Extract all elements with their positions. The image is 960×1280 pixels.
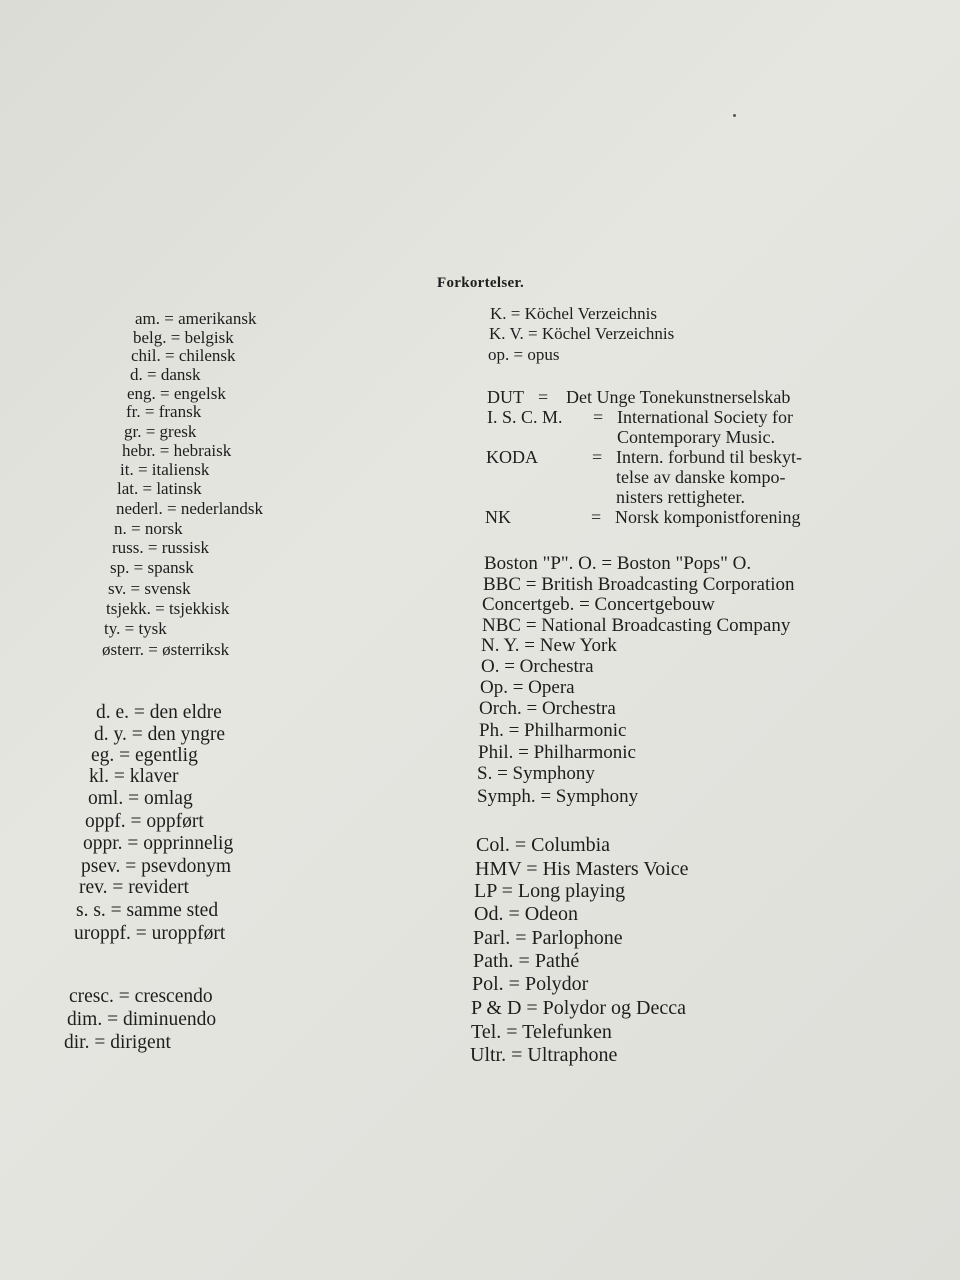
list-item: d. = dansk	[130, 365, 201, 384]
org-desc-continued: Contemporary Music.	[617, 427, 775, 447]
list-item: cresc. = crescendo	[69, 986, 213, 1007]
org-desc: International Society for	[617, 407, 793, 427]
list-item: Ph. = Philharmonic	[479, 720, 627, 741]
org-eq: =	[591, 507, 602, 527]
list-item: O. = Orchestra	[481, 656, 594, 677]
list-item: s. s. = samme sted	[76, 900, 219, 921]
org-abbr: KODA	[486, 447, 538, 467]
list-item: Path. = Pathé	[473, 950, 580, 972]
list-item: n. = norsk	[114, 519, 183, 538]
list-item: P & D = Polydor og Decca	[471, 997, 686, 1019]
list-item: d. e. = den eldre	[96, 702, 222, 723]
org-eq: =	[592, 447, 603, 467]
list-item: kl. = klaver	[89, 766, 179, 787]
list-item: BBC = British Broadcasting Corporation	[483, 574, 795, 595]
list-item: østerr. = østerriksk	[102, 640, 230, 659]
list-item: sp. = spansk	[110, 558, 194, 577]
list-item: Od. = Odeon	[474, 903, 579, 925]
list-item: d. y. = den yngre	[94, 724, 226, 745]
org-desc-continued: nisters rettigheter.	[616, 487, 745, 507]
list-item: ty. = tysk	[104, 619, 167, 638]
list-item: dir. = dirigent	[64, 1032, 171, 1053]
org-abbr: I. S. C. M.	[487, 407, 563, 427]
list-item: oppr. = opprinnelig	[83, 833, 234, 854]
list-item: Phil. = Philharmonic	[478, 742, 636, 763]
list-item: NBC = National Broadcasting Company	[482, 615, 791, 636]
list-item: russ. = russisk	[112, 538, 209, 557]
list-item: eng. = engelsk	[127, 384, 226, 403]
list-item: Tel. = Telefunken	[471, 1021, 612, 1043]
list-item: oml. = omlag	[88, 788, 193, 809]
list-item: psev. = psevdonym	[81, 856, 232, 877]
list-item: N. Y. = New York	[481, 635, 617, 656]
list-item: sv. = svensk	[108, 579, 191, 598]
paper-speck	[733, 114, 736, 117]
page-title: Forkortelser.	[437, 275, 525, 291]
org-desc-continued: telse av danske kompo-	[616, 467, 786, 487]
org-desc: Det Unge Tonekunstnerselskab	[566, 387, 791, 407]
org-desc: Intern. forbund til beskyt-	[616, 447, 802, 467]
org-eq: =	[538, 387, 549, 407]
list-item: LP = Long playing	[474, 880, 626, 902]
list-item: Boston "P". O. = Boston "Pops" O.	[484, 553, 752, 574]
list-item: uroppf. = uroppført	[74, 923, 226, 944]
list-item: eg. = egentlig	[91, 745, 198, 766]
org-eq: =	[593, 407, 604, 427]
list-item: gr. = gresk	[124, 422, 197, 441]
list-item: HMV = His Masters Voice	[475, 858, 689, 880]
list-item: chil. = chilensk	[131, 346, 236, 365]
list-item: nederl. = nederlandsk	[116, 499, 263, 518]
list-item: rev. = revidert	[79, 877, 189, 898]
org-abbr: NK	[485, 507, 511, 527]
org-desc: Norsk komponistforening	[615, 507, 801, 527]
org-abbr: DUT	[487, 387, 524, 407]
list-item: lat. = latinsk	[117, 479, 202, 498]
list-item: Symph. = Symphony	[477, 786, 639, 807]
list-item: S. = Symphony	[477, 763, 595, 784]
list-item: belg. = belgisk	[133, 328, 234, 347]
list-item: Parl. = Parlophone	[473, 927, 623, 949]
list-item: hebr. = hebraisk	[122, 441, 232, 460]
list-item: K. = Köchel Verzeichnis	[490, 304, 657, 323]
list-item: dim. = diminuendo	[67, 1009, 217, 1030]
list-item: Op. = Opera	[480, 677, 575, 698]
list-item: Ultr. = Ultraphone	[470, 1044, 618, 1066]
list-item: fr. = fransk	[126, 402, 202, 421]
list-item: Pol. = Polydor	[472, 973, 589, 995]
list-item: op. = opus	[488, 345, 560, 364]
list-item: Concertgeb. = Concertgebouw	[482, 594, 715, 615]
list-item: it. = italiensk	[120, 460, 210, 479]
list-item: Col. = Columbia	[476, 834, 611, 856]
list-item: am. = amerikansk	[135, 309, 257, 328]
list-item: oppf. = oppført	[85, 811, 204, 832]
list-item: Orch. = Orchestra	[479, 698, 616, 719]
list-item: tsjekk. = tsjekkisk	[106, 599, 230, 618]
list-item: K. V. = Köchel Verzeichnis	[489, 324, 675, 343]
